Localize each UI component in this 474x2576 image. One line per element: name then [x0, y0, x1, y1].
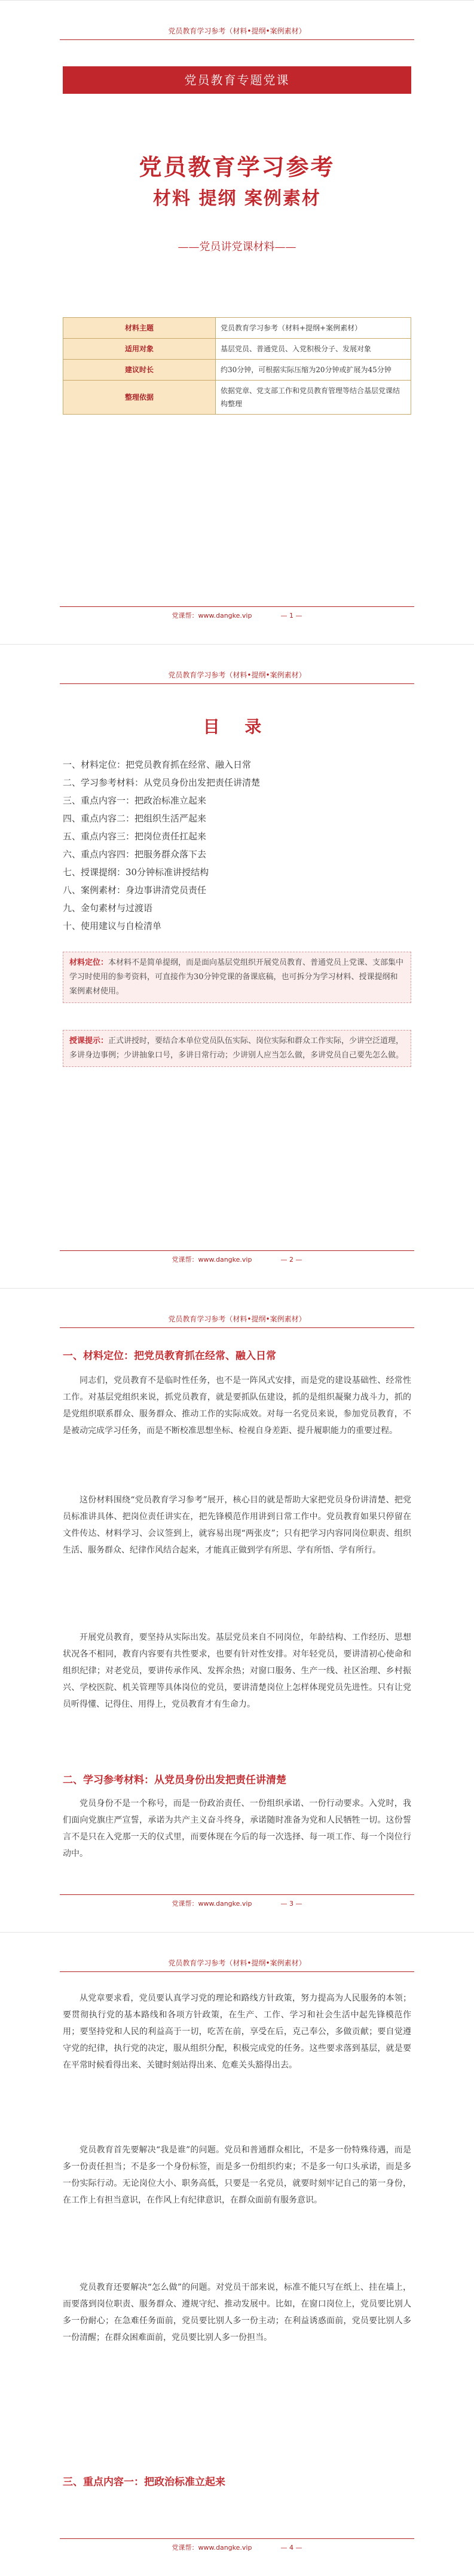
footer-prefix: 党课帮：: [172, 1256, 198, 1264]
page-number: — 4 —: [280, 2544, 302, 2552]
cover-subtitle: 材料 提纲 案例素材: [153, 188, 321, 209]
note-box-positioning: [63, 952, 411, 1003]
page-number: — 3 —: [280, 1900, 302, 1908]
table-key: 整理依据: [63, 381, 216, 415]
table-row: [63, 381, 411, 415]
footer-prefix: 党课帮：: [172, 1900, 198, 1908]
page-header: 党员教育学习参考（材料•提纲•案例素材）: [60, 26, 414, 40]
cover-banner: 党员教育专题党课: [63, 66, 411, 94]
page-footer: [60, 1250, 414, 1264]
table-key: 适用对象: [63, 339, 216, 360]
toc-item[interactable]: 四、重点内容二：把组织生活严起来: [63, 813, 207, 824]
note-box-tips: [63, 1030, 411, 1067]
note-text: 正式讲授时，要结合本单位党员队伍实际、岗位实际和群众工作实际，少讲空泛道理，多讲身边事例；少讲抽象口号，多讲日常行动；少讲别人应当怎么做，多讲党员自己要先怎么做。: [69, 1036, 404, 1060]
paragraph: 党员教育首先要解决“我是谁”的问题。党员和普通群众相比，不是多一份特殊待遇，而是多一份责任担当；不是多一个身份标签，而是多一份组织约束；不是多一句口头承诺，而是多一份实际行动。无论岗位大小、职务高低，只要是一名党员，就要时刻牢记自己的第一身份，在工作上有担当意识，在作风上有纪律意识，在群众面前有服务意识。: [63, 2145, 411, 2205]
section-heading: 二、学习参考材料：从党员身份出发把责任讲清楚: [63, 1774, 286, 1786]
page-footer: [60, 1894, 414, 1908]
table-row: [63, 360, 411, 381]
page-1: [0, 0, 474, 644]
table-row: [63, 339, 411, 360]
page-3: [0, 1288, 474, 1932]
table-key: 材料主题: [63, 318, 216, 339]
toc-item[interactable]: 十、使用建议与自检清单: [63, 921, 162, 931]
table-value: 基层党员、普通党员、入党积极分子、发展对象: [216, 339, 411, 360]
paragraph: 这份材料围绕“党员教育学习参考”展开，核心目的就是帮助大家把党员身份讲清楚、把党员标准讲具体、把岗位责任讲实在，把先锋模范作用讲到日常工作中。党员教育如果只停留在文件传达、材料学习、会议签到上，就容易出现“两张皮”；只有把学习内容同岗位职责、组织生活、服务群众、纪律作风结合起来，才能真正做到学有所思、学有所悟、学有所行。: [63, 1495, 411, 1555]
footer-prefix: 党课帮：: [172, 2544, 198, 2552]
section-heading: 一、材料定位：把党员教育抓在经常、融入日常: [63, 1350, 276, 1362]
page-number: — 2 —: [280, 1256, 302, 1264]
page-number: — 1 —: [280, 612, 302, 620]
page-2: [0, 644, 474, 1288]
toc-item[interactable]: 二、学习参考材料：从党员身份出发把责任讲清楚: [63, 777, 261, 788]
info-table: [63, 317, 411, 415]
toc-title: 目 录: [203, 717, 271, 737]
footer-link[interactable]: www.dangke.vip: [198, 2544, 252, 2552]
note-text: 本材料不是简单提纲，而是面向基层党组织开展党员教育、普通党员上党课、支部集中学习时使用的参考资料，可直接作为30分钟党课的备课底稿，也可拆分为学习材料、授课提纲和案例素材使用。: [69, 958, 404, 996]
cover-tagline: ——党员讲党课材料——: [178, 241, 296, 253]
toc-item[interactable]: 九、金句素材与过渡语: [63, 903, 153, 913]
page-footer: [60, 2538, 414, 2552]
toc-item[interactable]: 八、案例素材：身边事讲清党员责任: [63, 885, 207, 896]
toc-list: [63, 756, 260, 935]
toc-item[interactable]: 七、授课提纲：30分钟标准讲授结构: [63, 867, 209, 878]
footer-prefix: 党课帮：: [172, 612, 198, 620]
note-label: 授课提示：: [69, 1036, 109, 1045]
table-key: 建议时长: [63, 360, 216, 381]
toc-item[interactable]: 三、重点内容一：把政治标准立起来: [63, 795, 207, 806]
cover-title: 党员教育学习参考: [139, 154, 335, 180]
footer-link[interactable]: www.dangke.vip: [198, 612, 252, 620]
footer-link[interactable]: www.dangke.vip: [198, 1900, 252, 1908]
page-footer: [60, 606, 414, 620]
toc-item[interactable]: 五、重点内容三：把岗位责任扛起来: [63, 831, 207, 842]
paragraph: 党员教育还要解决“怎么做”的问题。对党员干部来说，标准不能只写在纸上、挂在墙上，而要落到岗位职责、服务群众、遵规守纪、推动发展中。比如，在窗口岗位上，党员要比别人多一份耐心；在急难任务面前，党员要比别人多一份主动；在利益诱惑面前，党员要比别人多一份清醒；在群众困难面前，党员要比别人多一份担当。: [63, 2283, 411, 2342]
table-value: 党员教育学习参考（材料+提纲+案例素材）: [216, 318, 411, 339]
page-header: 党员教育学习参考（材料•提纲•案例素材）: [60, 1314, 414, 1328]
footer-link[interactable]: www.dangke.vip: [198, 1256, 252, 1264]
table-value: 约30分钟，可根据实际压缩为20分钟或扩展为45分钟: [216, 360, 411, 381]
paragraph: 开展党员教育，要坚持从实际出发。基层党员来自不同岗位，年龄结构、工作经历、思想状况各不相同，教育内容要有共性要求，也要有针对性安排。对年轻党员，要讲清初心使命和组织纪律；对老党员，要讲传承作风、发挥余热；对窗口服务、生产一线、社区治理、乡村振兴、学校医院、机关管理等具体岗位的党员，要讲清楚岗位上怎样体现党员先进性。只有让党员听得懂、记得住、用得上，党员教育才有生命力。: [63, 1633, 411, 1709]
table-value: 依据党章、党支部工作和党员教育管理等结合基层党课结构整理: [216, 381, 411, 415]
paragraph: 党员身份不是一个称号，而是一份政治责任、一份组织承诺、一份行动要求。入党时，我们面向党旗庄严宣誓，承诺为共产主义奋斗终身，承诺随时准备为党和人民牺牲一切。这份誓言不是只在入党那一天的仪式里，而要体现在今后的每一次选择、每一项工作、每一个岗位行动中。: [63, 1799, 411, 1859]
page-header: 党员教育学习参考（材料•提纲•案例素材）: [60, 670, 414, 684]
page-header: 党员教育学习参考（材料•提纲•案例素材）: [60, 1958, 414, 1972]
note-label: 材料定位：: [69, 958, 109, 967]
page-4: [0, 1932, 474, 2576]
paragraph: 同志们，党员教育不是临时性任务，也不是一阵风式安排，而是党的建设基础性、经常性工作。对基层党组织来说，抓党员教育，就是要抓队伍建设，抓的是组织凝聚力战斗力，抓的是党组织联系群众、服务群众、推动工作的实际成效。对每一名党员来说，参加党员教育，不是被动完成学习任务，而是不断校准思想坐标、检视自身差距、提升履职能力的重要过程。: [63, 1376, 411, 1436]
toc-item[interactable]: 六、重点内容四：把服务群众落下去: [63, 849, 207, 860]
toc-item[interactable]: 一、材料定位：把党员教育抓在经常、融入日常: [63, 759, 252, 770]
section-heading: 三、重点内容一：把政治标准立起来: [63, 2476, 225, 2488]
paragraph: 从党章要求看，党员要认真学习党的理论和路线方针政策，努力提高为人民服务的本领；要贯彻执行党的基本路线和各项方针政策，在生产、工作、学习和社会生活中起先锋模范作用；要坚持党和人民的利益高于一切，吃苦在前，享受在后，克己奉公，多做贡献；要自觉遵守党的纪律，执行党的决定，服从组织分配，积极完成党的任务。这些要求落到基层，就是要在平常时候看得出来、关键时刻站得出来、危难关头豁得出去。: [63, 1994, 411, 2070]
table-row: [63, 318, 411, 339]
